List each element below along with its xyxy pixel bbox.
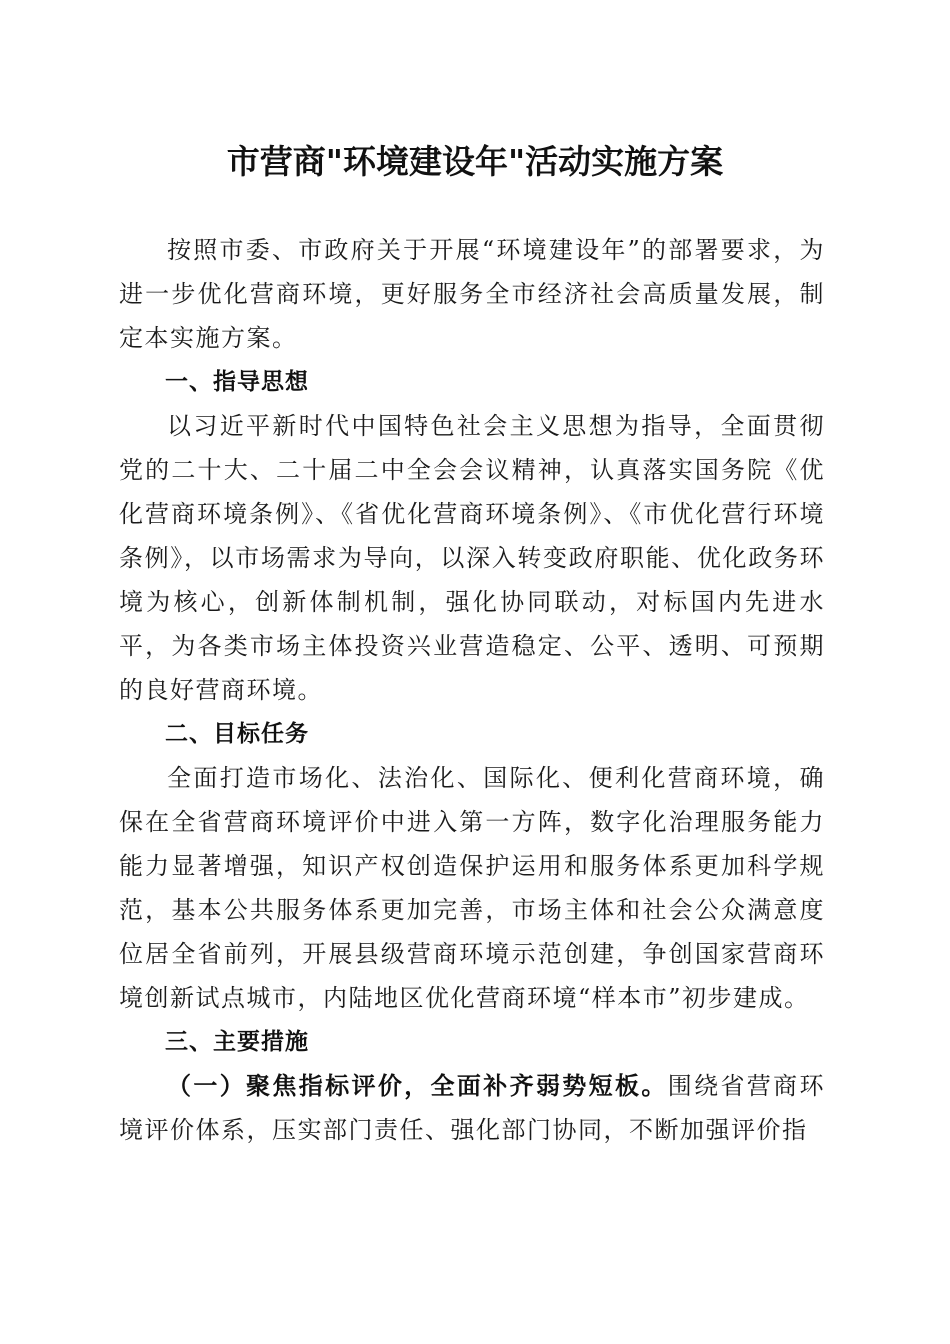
document-title: 市营商"环境建设年"活动实施方案	[226, 142, 724, 181]
document-body	[119, 228, 825, 1152]
measure-subheading: （一）聚焦指标评价，全面补齐弱势短板。	[167, 1072, 668, 1100]
section-heading-measures: 三、主要措施	[165, 1029, 309, 1055]
measure-paragraph	[119, 1064, 825, 1152]
section-body-guiding-thought: 以习近平新时代中国特色社会主义思想为指导，全面贯彻党的二十大、二十届二中全会会议精神，认真落实国务院《优化营商环境条例》、《省优化营商环境条例》、《市优化营行环境条例》，以市场需求为导向，以深入转变政府职能、优化政务环境为核心，创新体制机制，强化协同联动，对标国内先进水平，为各类市场主体投资兴业营造稳定、公平、透明、可预期的良好营商环境。	[119, 412, 825, 704]
section-body-goals: 全面打造市场化、法治化、国际化、便利化营商环境，确保在全省营商环境评价中进入第一方阵，数字化治理服务能力能力显著增强，知识产权创造保护运用和服务体系更加科学规范，基本公共服务体系更加完善，市场主体和社会公众满意度位居全省前列，开展县级营商环境示范创建，争创国家营商环境创新试点城市，内陆地区优化营商环境“样本市”初步建成。	[119, 764, 825, 1012]
section-heading-goals: 二、目标任务	[165, 721, 309, 747]
measure-body: 围绕省营商环境评价体系，压实部门责任、强化部门协同，不断加强评价指	[119, 1072, 826, 1144]
section-heading-guiding-thought: 一、指导思想	[165, 369, 309, 395]
intro-paragraph: 按照市委、市政府关于开展“环境建设年”的部署要求，为进一步优化营商环境，更好服务全市经济社会高质量发展，制定本实施方案。	[119, 236, 825, 352]
